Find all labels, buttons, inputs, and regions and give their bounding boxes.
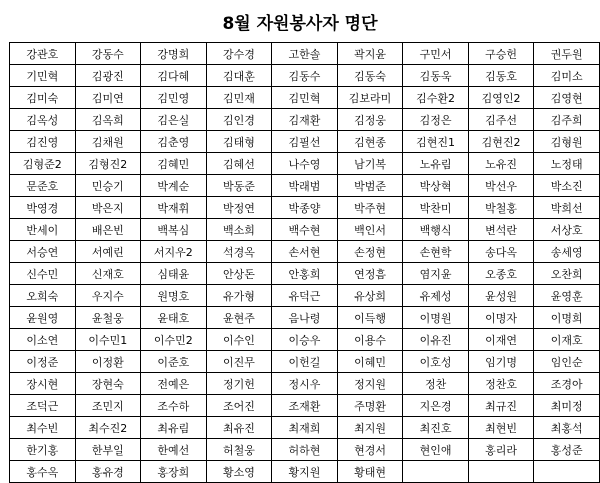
name-cell: 이헌길: [272, 351, 338, 373]
table-row: [10, 395, 600, 417]
name-cell: 최규진: [468, 395, 534, 417]
name-cell: 노정태: [534, 153, 600, 175]
name-cell: 김수환2: [403, 87, 469, 109]
name-cell: 김혜민: [141, 153, 207, 175]
name-cell: 김채원: [75, 131, 141, 153]
name-cell: 강수경: [206, 43, 272, 65]
name-cell: 김다혜: [141, 65, 207, 87]
name-cell: 김옥성: [10, 109, 76, 131]
name-cell: 염지윤: [403, 263, 469, 285]
name-cell: 이승우: [272, 329, 338, 351]
name-cell: 김재환: [272, 109, 338, 131]
name-cell: [534, 461, 600, 483]
name-cell: 김혜선: [206, 153, 272, 175]
name-cell: 강관호: [10, 43, 76, 65]
name-cell: 최유진: [206, 417, 272, 439]
name-cell: 김민재: [206, 87, 272, 109]
table-row: [10, 307, 600, 329]
name-cell: 허하현: [272, 439, 338, 461]
table-row: [10, 43, 600, 65]
name-cell: 유상희: [337, 285, 403, 307]
name-cell: 박희선: [534, 197, 600, 219]
name-cell: 박상혁: [403, 175, 469, 197]
name-cell: 윤원영: [10, 307, 76, 329]
name-cell: 김태형: [206, 131, 272, 153]
name-cell: 윤성원: [468, 285, 534, 307]
name-cell: 김진영: [10, 131, 76, 153]
name-cell: 이진무: [206, 351, 272, 373]
name-cell: 김현진1: [403, 131, 469, 153]
name-cell: 김인경: [206, 109, 272, 131]
table-row: [10, 285, 600, 307]
name-cell: 서예린: [75, 241, 141, 263]
name-cell: 김형진2: [75, 153, 141, 175]
name-cell: 서지우2: [141, 241, 207, 263]
name-cell: 강동수: [75, 43, 141, 65]
name-cell: [403, 461, 469, 483]
name-cell: 한부일: [75, 439, 141, 461]
name-cell: 김현진2: [468, 131, 534, 153]
table-row: [10, 153, 600, 175]
name-cell: 김주희: [534, 109, 600, 131]
name-cell: 황소영: [206, 461, 272, 483]
name-cell: 이득행: [337, 307, 403, 329]
name-cell: 심태윤: [141, 263, 207, 285]
table-row: [10, 373, 600, 395]
name-cell: 한기홍: [10, 439, 76, 461]
name-cell: 김광진: [75, 65, 141, 87]
name-cell: 조어진: [206, 395, 272, 417]
name-cell: 김필선: [272, 131, 338, 153]
name-cell: 김미숙: [10, 87, 76, 109]
name-cell: 유가형: [206, 285, 272, 307]
name-cell: 김현종: [337, 131, 403, 153]
table-row: [10, 439, 600, 461]
name-cell: 이명희: [534, 307, 600, 329]
name-cell: 황태현: [337, 461, 403, 483]
name-cell: 한예선: [141, 439, 207, 461]
name-cell: 김은실: [141, 109, 207, 131]
name-cell: [468, 461, 534, 483]
name-cell: 홍수옥: [10, 461, 76, 483]
name-cell: 박철홍: [468, 197, 534, 219]
name-cell: 김민혁: [272, 87, 338, 109]
name-cell: 오희숙: [10, 285, 76, 307]
name-cell: 조경아: [534, 373, 600, 395]
name-cell: 연정흠: [337, 263, 403, 285]
name-cell: 이명자: [468, 307, 534, 329]
name-cell: 강명희: [141, 43, 207, 65]
name-cell: 정지원: [337, 373, 403, 395]
name-cell: 김춘영: [141, 131, 207, 153]
name-cell: 박은지: [75, 197, 141, 219]
name-cell: 신재호: [75, 263, 141, 285]
name-cell: 노유진: [468, 153, 534, 175]
name-cell: 박계순: [141, 175, 207, 197]
name-cell: 최진호: [403, 417, 469, 439]
name-cell: 임인순: [534, 351, 600, 373]
name-cell: 백복심: [141, 219, 207, 241]
name-cell: 백행식: [403, 219, 469, 241]
name-cell: 우지수: [75, 285, 141, 307]
table-row: [10, 175, 600, 197]
name-cell: 박주현: [337, 197, 403, 219]
name-cell: 지은경: [403, 395, 469, 417]
name-cell: 오종호: [468, 263, 534, 285]
name-cell: 남기복: [337, 153, 403, 175]
name-cell: 조재환: [272, 395, 338, 417]
name-cell: 김정웅: [337, 109, 403, 131]
name-cell: 박동준: [206, 175, 272, 197]
name-cell: 유제성: [403, 285, 469, 307]
name-cell: 김동욱: [403, 65, 469, 87]
name-cell: 김동수: [272, 65, 338, 87]
name-cell: 윤철웅: [75, 307, 141, 329]
name-cell: 김민영: [141, 87, 207, 109]
name-cell: 홍성준: [534, 439, 600, 461]
name-cell: 배은빈: [75, 219, 141, 241]
table-row: [10, 131, 600, 153]
name-cell: 이재호: [534, 329, 600, 351]
name-cell: 이준호: [141, 351, 207, 373]
name-cell: 노유림: [403, 153, 469, 175]
name-cell: 장시현: [10, 373, 76, 395]
name-cell: 최미정: [534, 395, 600, 417]
table-row: [10, 461, 600, 483]
table-row: [10, 329, 600, 351]
table-row: [10, 241, 600, 263]
name-cell: 원명호: [141, 285, 207, 307]
name-cell: 정시우: [272, 373, 338, 395]
name-cell: 박선우: [468, 175, 534, 197]
name-cell: 손현학: [403, 241, 469, 263]
name-cell: 정기헌: [206, 373, 272, 395]
name-cell: 주명환: [337, 395, 403, 417]
name-cell: 홍유경: [75, 461, 141, 483]
name-cell: 박정연: [206, 197, 272, 219]
table-row: [10, 87, 600, 109]
name-cell: 안상돈: [206, 263, 272, 285]
name-cell: 최현빈: [468, 417, 534, 439]
name-cell: 권두원: [534, 43, 600, 65]
name-cell: 이용수: [337, 329, 403, 351]
name-cell: 최재희: [272, 417, 338, 439]
name-cell: 김미소: [534, 65, 600, 87]
name-cell: 김옥희: [75, 109, 141, 131]
name-cell: 홍리라: [468, 439, 534, 461]
name-cell: 이수민2: [141, 329, 207, 351]
name-cell: 이재연: [468, 329, 534, 351]
name-cell: 백수현: [272, 219, 338, 241]
name-cell: 김형원: [534, 131, 600, 153]
sheet-title: 8월 자원봉사자 명단: [222, 13, 378, 34]
name-cell: 변석란: [468, 219, 534, 241]
name-cell: 나수영: [272, 153, 338, 175]
table-row: [10, 109, 600, 131]
name-cell: 정찬: [403, 373, 469, 395]
name-cell: 백인서: [337, 219, 403, 241]
name-cell: 김정은: [403, 109, 469, 131]
table-row: [10, 263, 600, 285]
name-cell: 김미연: [75, 87, 141, 109]
name-cell: 최수빈: [10, 417, 76, 439]
name-cell: 민승기: [75, 175, 141, 197]
name-cell: 박래범: [272, 175, 338, 197]
name-cell: 김영인2: [468, 87, 534, 109]
name-cell: 박재휘: [141, 197, 207, 219]
name-cell: 전예은: [141, 373, 207, 395]
name-cell: 손서현: [272, 241, 338, 263]
name-cell: 박영경: [10, 197, 76, 219]
name-cell: 박소진: [534, 175, 600, 197]
name-cell: 유덕근: [272, 285, 338, 307]
name-cell: 이수민1: [75, 329, 141, 351]
name-cell: 김동숙: [337, 65, 403, 87]
table-row: [10, 417, 600, 439]
name-cell: 구승헌: [468, 43, 534, 65]
name-cell: 장현숙: [75, 373, 141, 395]
name-cell: 반세이: [10, 219, 76, 241]
name-cell: 신수민: [10, 263, 76, 285]
name-cell: 문준호: [10, 175, 76, 197]
table-row: [10, 65, 600, 87]
name-cell: 현경서: [337, 439, 403, 461]
name-cell: 오찬희: [534, 263, 600, 285]
volunteer-table-body: [10, 43, 600, 483]
name-cell: 김주선: [468, 109, 534, 131]
name-cell: 황지원: [272, 461, 338, 483]
name-cell: 박범준: [337, 175, 403, 197]
name-cell: 박종양: [272, 197, 338, 219]
name-cell: 홍장희: [141, 461, 207, 483]
name-cell: 곽지윤: [337, 43, 403, 65]
name-cell: 구민서: [403, 43, 469, 65]
name-cell: 서승연: [10, 241, 76, 263]
name-cell: 윤영훈: [534, 285, 600, 307]
name-cell: 이수인: [206, 329, 272, 351]
name-cell: 기민혁: [10, 65, 76, 87]
name-cell: 허철웅: [206, 439, 272, 461]
volunteer-table: [9, 42, 600, 483]
name-cell: 김보라미: [337, 87, 403, 109]
name-cell: 음나령: [272, 307, 338, 329]
name-cell: 최유림: [141, 417, 207, 439]
name-cell: 김대훈: [206, 65, 272, 87]
name-cell: 조수하: [141, 395, 207, 417]
name-cell: 이정준: [10, 351, 76, 373]
name-cell: 윤태호: [141, 307, 207, 329]
name-cell: 김동호: [468, 65, 534, 87]
table-row: [10, 351, 600, 373]
name-cell: 김영현: [534, 87, 600, 109]
name-cell: 서상호: [534, 219, 600, 241]
name-cell: 박찬미: [403, 197, 469, 219]
name-cell: 현인애: [403, 439, 469, 461]
name-cell: 손정현: [337, 241, 403, 263]
name-cell: 이유진: [403, 329, 469, 351]
name-cell: 석경옥: [206, 241, 272, 263]
name-cell: 임기명: [468, 351, 534, 373]
name-cell: 이소연: [10, 329, 76, 351]
name-cell: 이호성: [403, 351, 469, 373]
name-cell: 이명원: [403, 307, 469, 329]
name-cell: 이정환: [75, 351, 141, 373]
name-cell: 이혜민: [337, 351, 403, 373]
table-row: [10, 219, 600, 241]
name-cell: 최홍석: [534, 417, 600, 439]
name-cell: 최수진2: [75, 417, 141, 439]
name-cell: 백소희: [206, 219, 272, 241]
name-cell: 윤현주: [206, 307, 272, 329]
name-cell: 조민지: [75, 395, 141, 417]
table-row: [10, 197, 600, 219]
name-cell: 조덕근: [10, 395, 76, 417]
name-cell: 정찬호: [468, 373, 534, 395]
name-cell: 고한솔: [272, 43, 338, 65]
name-cell: 송세영: [534, 241, 600, 263]
name-cell: 안홍희: [272, 263, 338, 285]
name-cell: 최지원: [337, 417, 403, 439]
name-cell: 김형준2: [10, 153, 76, 175]
name-cell: 송다옥: [468, 241, 534, 263]
